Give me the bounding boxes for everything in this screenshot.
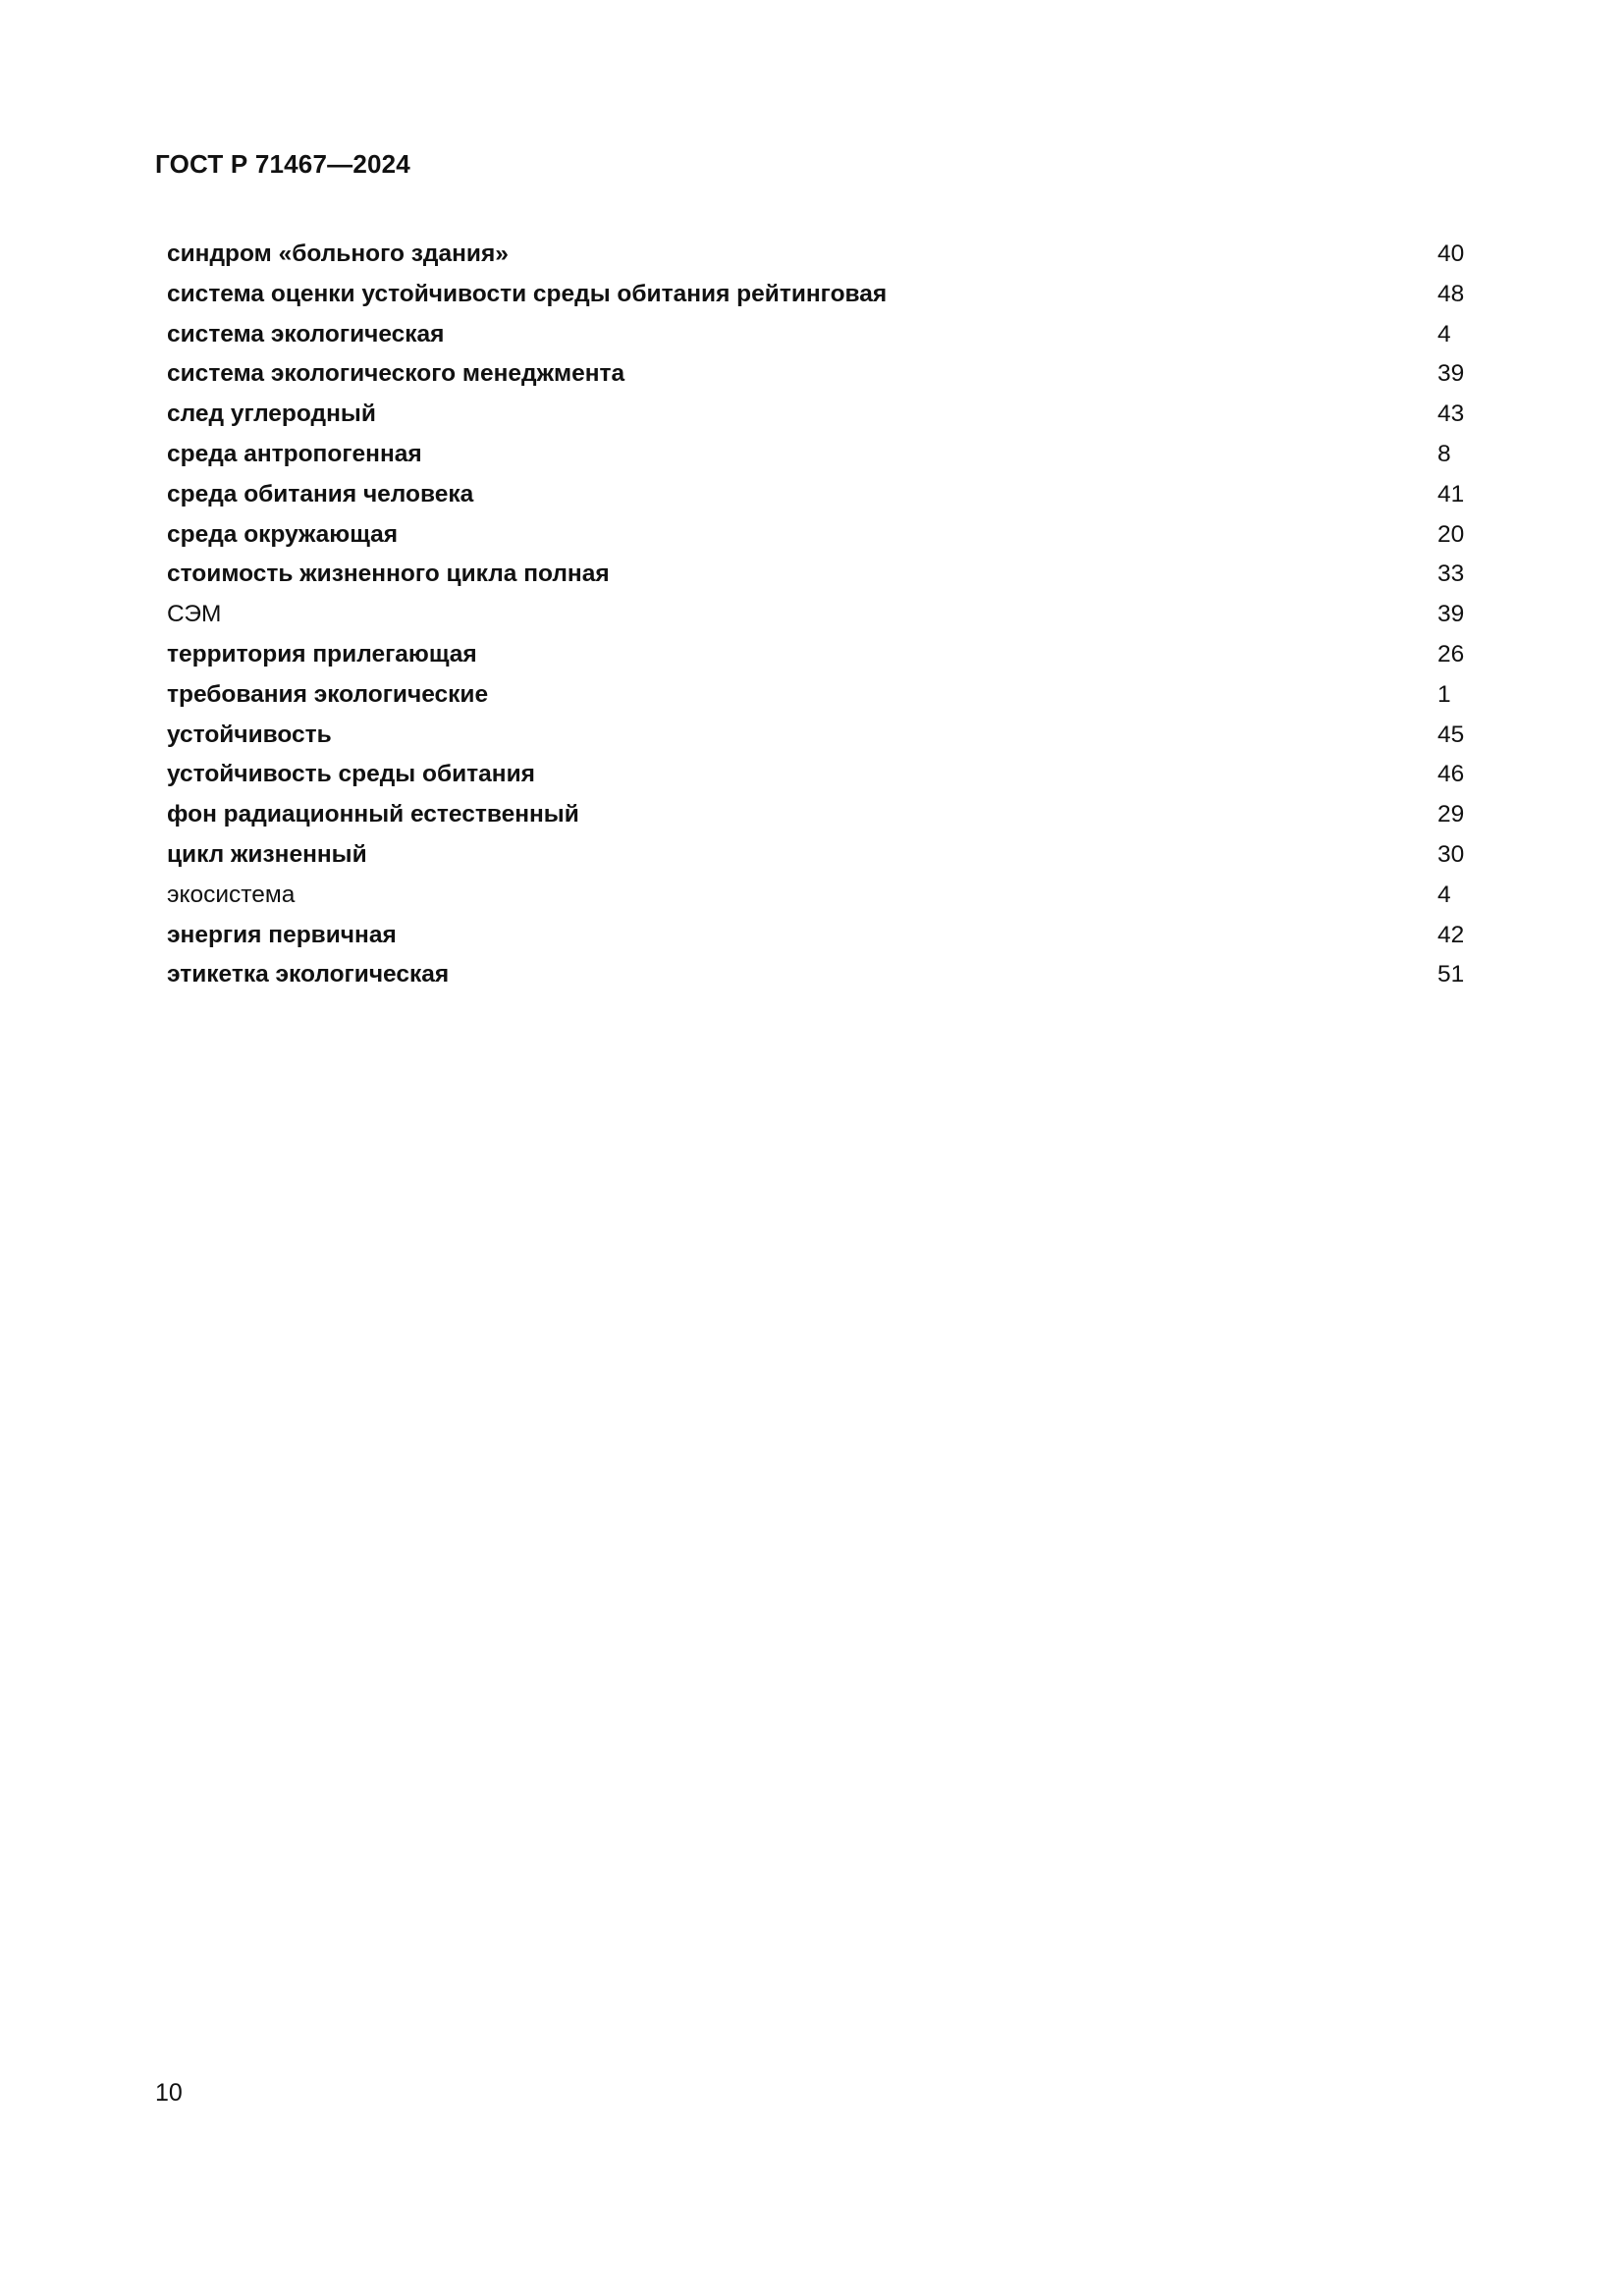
index-term: цикл жизненный (167, 840, 367, 868)
index-entry (167, 315, 1473, 355)
index-term: среда обитания человека (167, 480, 474, 507)
index-entry (167, 635, 1473, 675)
index-term-number: 39 (1437, 601, 1465, 628)
index-term: след углеродный (167, 400, 376, 428)
index-term: синдром «больного здания» (167, 240, 509, 267)
index-entry (167, 354, 1473, 395)
index-term-number: 33 (1437, 561, 1465, 588)
index-term-number: 20 (1437, 520, 1465, 548)
index-term-number: 4 (1437, 881, 1451, 908)
index-term-number: 1 (1437, 680, 1451, 708)
index-entry (167, 755, 1473, 795)
document-header: ГОСТ Р 71467—2024 (155, 149, 410, 179)
alphabetical-index (167, 235, 1473, 995)
index-term-number: 51 (1437, 961, 1465, 988)
index-term: устойчивость среды обитания (167, 761, 535, 788)
index-term: система оценки устойчивости среды обитания рейтинговая (167, 280, 888, 307)
index-entry (167, 835, 1473, 876)
index-term-number: 40 (1437, 240, 1465, 267)
index-entry (167, 275, 1473, 315)
index-term: среда окружающая (167, 520, 399, 548)
index-entry (167, 675, 1473, 716)
index-term-number: 41 (1437, 480, 1465, 507)
index-term: система экологического менеджмента (167, 360, 625, 388)
index-entry (167, 555, 1473, 595)
index-term-number: 29 (1437, 801, 1465, 828)
index-entry (167, 395, 1473, 435)
index-term: система экологическая (167, 320, 445, 347)
index-term-number: 26 (1437, 640, 1465, 667)
index-term-number: 4 (1437, 320, 1451, 347)
index-term: этикетка экологическая (167, 961, 450, 988)
index-term: устойчивость (167, 721, 332, 748)
index-entry (167, 876, 1473, 916)
index-term-number: 45 (1437, 721, 1465, 748)
index-term: среда антропогенная (167, 440, 422, 467)
index-term-number: 42 (1437, 921, 1465, 948)
index-term-number: 46 (1437, 761, 1465, 788)
index-term-number: 43 (1437, 400, 1465, 428)
index-entry (167, 916, 1473, 956)
index-entry (167, 955, 1473, 995)
index-term: СЭМ (167, 601, 222, 628)
index-term: экосистема (167, 881, 296, 908)
page-number: 10 (155, 2079, 183, 2107)
index-entry (167, 435, 1473, 475)
index-entry (167, 595, 1473, 635)
index-entry (167, 235, 1473, 275)
index-term: фон радиационный естественный (167, 801, 579, 828)
index-term: стоимость жизненного цикла полная (167, 561, 610, 588)
index-term-number: 30 (1437, 840, 1465, 868)
index-entry (167, 515, 1473, 556)
index-term-number: 8 (1437, 440, 1451, 467)
index-term: энергия первичная (167, 921, 397, 948)
index-term: требования экологические (167, 680, 489, 708)
index-entry (167, 475, 1473, 515)
index-entry (167, 716, 1473, 756)
index-term-number: 48 (1437, 280, 1465, 307)
index-entry (167, 795, 1473, 835)
index-term-number: 39 (1437, 360, 1465, 388)
index-term: территория прилегающая (167, 640, 477, 667)
